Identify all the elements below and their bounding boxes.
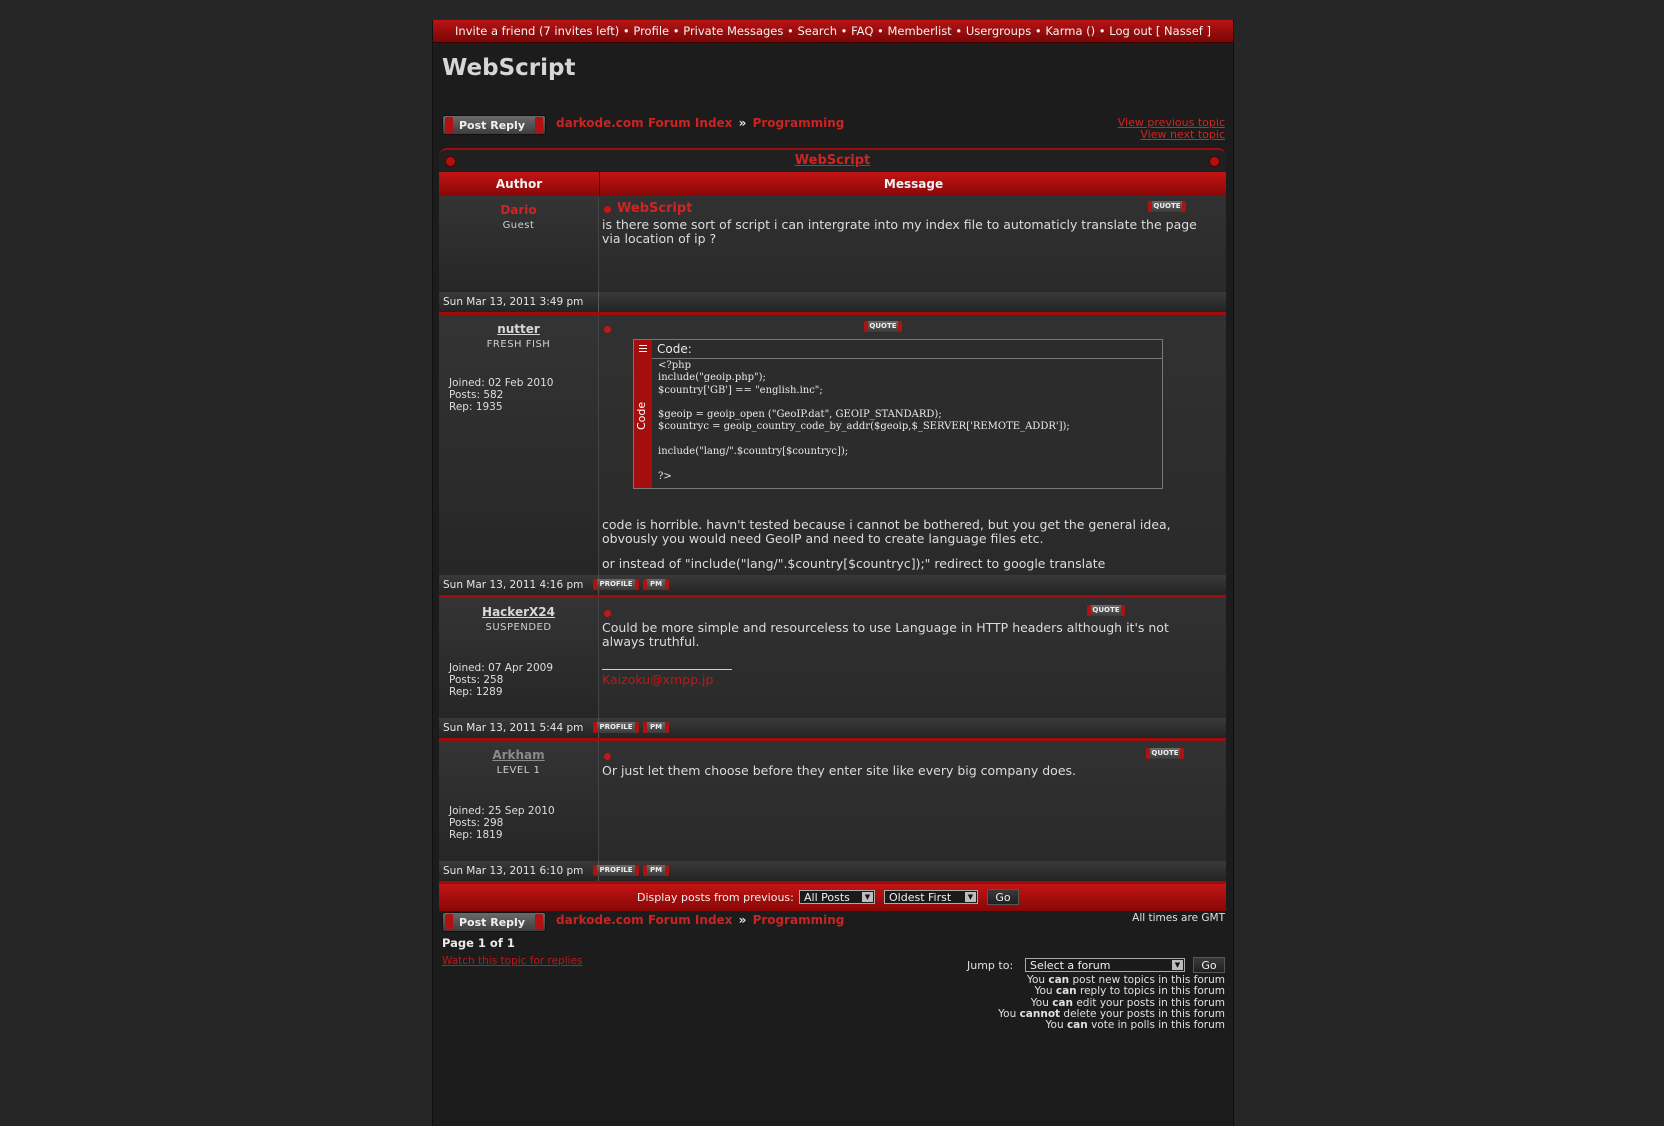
nav-faq-link[interactable]: FAQ (851, 24, 874, 38)
post-author-rank: LEVEL 1 (496, 765, 541, 776)
display-posts-label: Display posts from previous: (637, 891, 794, 904)
post-author-stats: Joined: 07 Apr 2009 Posts: 258 Rep: 1289 (449, 662, 554, 698)
signature: Kaizoku@xmpp.jp (602, 672, 714, 687)
breadcrumb-bottom (556, 913, 844, 927)
bullet-icon (445, 156, 456, 167)
quote-button[interactable]: QUOTE (1087, 605, 1125, 616)
post-bullet-icon (604, 206, 611, 213)
chevron-down-icon: ▼ (965, 892, 976, 902)
post-author-panel (439, 196, 599, 292)
breadcrumb-separator: » (738, 913, 747, 927)
nav-logout-link[interactable]: Log out [ Nassef ] (1109, 24, 1211, 38)
post-body-continued: or instead of "include("lang/".$country[$countryc]);" redirect to google translate (602, 556, 1106, 571)
post-message-panel (599, 315, 1226, 575)
code-block (633, 339, 1163, 489)
quote-button[interactable]: QUOTE (864, 321, 902, 332)
post-author-panel (439, 315, 599, 575)
post-row (439, 196, 1226, 292)
post-author-name[interactable]: HackerX24 (482, 605, 555, 619)
post-reply-button-bottom[interactable]: Post Reply (442, 912, 546, 932)
chevron-down-icon: ▼ (862, 892, 873, 902)
breadcrumb-index-link[interactable]: darkode.com Forum Index (556, 116, 733, 130)
post-row (439, 315, 1226, 575)
post-author-stats: Joined: 25 Sep 2010 Posts: 298 Rep: 1819 (449, 805, 555, 841)
jump-forum-select[interactable]: Select a forum ▼ (1025, 958, 1185, 972)
post-date: Sun Mar 13, 2011 6:10 pm (443, 865, 584, 877)
post-author-name[interactable]: Dario (500, 203, 537, 217)
post-author-rank: SUSPENDED (485, 622, 552, 633)
permission-line: You cannot delete your posts in this forum (998, 1007, 1225, 1020)
forum-permissions (998, 975, 1225, 1031)
display-posts-bar (439, 884, 1226, 911)
timezone-note: All times are GMT (1132, 912, 1225, 924)
post-subject: WebScript (617, 201, 693, 216)
table-header (439, 172, 1226, 196)
post-footer (439, 718, 1226, 741)
signature-divider (602, 669, 732, 670)
permission-line: You can edit your posts in this forum (1030, 996, 1225, 1009)
post-body: is there some sort of script i can intergrate into my index file to automaticly translate the page via location of ip ? (602, 217, 1197, 246)
pm-button[interactable]: PM (643, 865, 669, 876)
posts-range-select[interactable]: All Posts ▼ (799, 890, 875, 904)
display-go-button[interactable]: Go (987, 889, 1019, 905)
post-row (439, 741, 1226, 861)
post-date: Sun Mar 13, 2011 5:44 pm (443, 722, 584, 734)
jump-go-button[interactable]: Go (1193, 957, 1225, 973)
code-header: Code: (652, 340, 1162, 359)
post-row (439, 598, 1226, 718)
nav-pm-link[interactable]: Private Messages (683, 24, 784, 38)
message-column-header: Message (599, 172, 1227, 196)
code-content: <?php include("geoip.php"); $country['GB'] == "english.inc"; $geoip = geoip_open ("GeoIP.dat", GEOIP_STANDARD); $countryc = geoip_country_code_by_addr($geoip,$_SERVER['REMOTE_ADDR']); include("lang/".$country[$countryc]); ?> (658, 360, 1070, 482)
breadcrumb (556, 116, 844, 130)
post-author-name[interactable]: Arkham (492, 748, 545, 762)
chevron-down-icon: ▼ (1172, 960, 1183, 970)
post-bullet-icon (604, 610, 611, 617)
next-topic-link[interactable]: View next topic (1140, 128, 1225, 141)
quote-button[interactable]: QUOTE (1148, 201, 1186, 212)
bullet-icon (1209, 156, 1220, 167)
breadcrumb-index-link[interactable]: darkode.com Forum Index (556, 913, 733, 927)
post-date: Sun Mar 13, 2011 4:16 pm (443, 579, 584, 591)
nav-memberlist-link[interactable]: Memberlist (887, 24, 952, 38)
profile-button[interactable]: PROFILE (593, 579, 639, 590)
top-navigation: Invite a friend (7 invites left) • Profile • Private Messages • Search • FAQ • Memberlist • Usergroups • Karma () • Log out [ Nassef ] (433, 20, 1233, 43)
post-footer (439, 575, 1226, 598)
breadcrumb-forum-link[interactable]: Programming (752, 116, 845, 130)
profile-button[interactable]: PROFILE (593, 722, 639, 733)
permission-line: You can reply to topics in this forum (1034, 985, 1225, 998)
divider (598, 292, 599, 312)
post-author-rank: FRESH FISH (486, 339, 551, 350)
topic-navigation (1118, 117, 1225, 141)
quote-button[interactable]: QUOTE (1146, 748, 1184, 759)
breadcrumb-separator: » (738, 116, 747, 130)
pm-button[interactable]: PM (643, 579, 669, 590)
post-footer (439, 292, 1226, 315)
nav-karma-link[interactable]: Karma () (1045, 24, 1096, 38)
post-body: Could be more simple and resourceless to use Language in HTTP headers although it's not always truthful. (602, 620, 1169, 649)
post-reply-button[interactable]: Post Reply (442, 115, 546, 135)
post-message-panel (599, 741, 1226, 861)
page-info: Page 1 of 1 (442, 936, 515, 950)
post-author-stats: Joined: 02 Feb 2010 Posts: 582 Rep: 1935 (449, 377, 554, 413)
post-bullet-icon (604, 753, 611, 760)
post-author-panel (439, 741, 599, 861)
nav-profile-link[interactable]: Profile (633, 24, 670, 38)
topic-title-link[interactable]: WebScript (794, 153, 871, 168)
post-body: code is horrible. havn't tested because i cannot be bothered, but you get the general idea, obvously you would need GeoIP and need to create language files etc. (602, 517, 1171, 546)
code-side-label: Code (635, 401, 648, 430)
author-column-header: Author (495, 177, 543, 191)
post-footer (439, 861, 1226, 884)
post-author-rank: Guest (502, 220, 535, 231)
posts-order-select[interactable]: Oldest First ▼ (884, 890, 978, 904)
nav-search-link[interactable]: Search (797, 24, 837, 38)
previous-topic-link[interactable]: View previous topic (1117, 116, 1225, 129)
page-title: WebScript (442, 55, 576, 81)
post-body: Or just let them choose before they enter site like every big company does. (602, 763, 1077, 778)
breadcrumb-forum-link[interactable]: Programming (752, 913, 845, 927)
watch-topic-link[interactable]: Watch this topic for replies (442, 955, 583, 967)
permission-line: You can post new topics in this forum (1026, 974, 1225, 986)
post-bullet-icon (604, 326, 611, 333)
nav-invite-link[interactable]: Invite a friend (7 invites left) (455, 24, 620, 38)
code-sidebar (634, 340, 652, 488)
post-message-panel (599, 196, 1226, 292)
profile-button[interactable]: PROFILE (593, 865, 639, 876)
permission-line: You can vote in polls in this forum (1045, 1019, 1225, 1032)
post-message-panel (599, 598, 1226, 718)
jump-to-label: Jump to: (967, 959, 1014, 972)
pm-button[interactable]: PM (643, 722, 669, 733)
forum-page (432, 20, 1234, 1126)
post-date: Sun Mar 13, 2011 3:49 pm (443, 296, 584, 308)
list-icon (639, 345, 647, 353)
nav-usergroups-link[interactable]: Usergroups (965, 24, 1032, 38)
topic-title-bar (439, 148, 1226, 174)
post-author-name[interactable]: nutter (497, 322, 540, 336)
post-author-panel (439, 598, 599, 718)
